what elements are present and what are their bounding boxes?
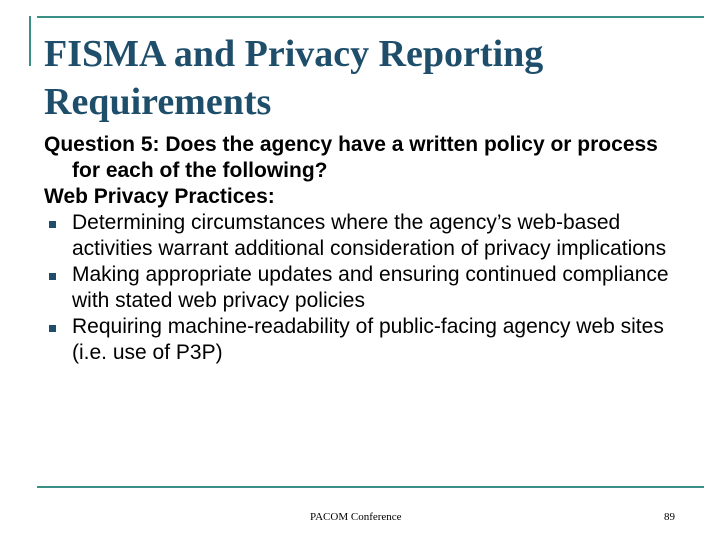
slide-title: FISMA and Privacy Reporting Requirements	[44, 33, 544, 123]
list-item-text: Requiring machine-readability of public-facing agency web sites (i.e. use of P3P)	[72, 315, 664, 364]
list-item	[44, 262, 684, 314]
page-number: 89	[664, 511, 675, 523]
footer-text: PACOM Conference	[310, 511, 402, 523]
subheading: Web Privacy Practices:	[44, 185, 275, 208]
square-bullet-icon	[49, 325, 56, 332]
square-bullet-icon	[49, 221, 56, 228]
list-item-text: Determining circumstances where the agency’s web-based activities warrant additional consideration of privacy implications	[72, 211, 667, 260]
list-item	[44, 210, 684, 262]
list-item-text: Making appropriate updates and ensuring continued compliance with stated web privacy policies	[72, 263, 669, 312]
list-item	[44, 314, 684, 366]
slide-body	[44, 132, 684, 366]
square-bullet-icon	[49, 273, 56, 280]
left-accent-line	[29, 16, 31, 66]
bullet-list	[44, 210, 684, 366]
bottom-divider-line	[37, 486, 704, 488]
top-divider-line	[37, 16, 704, 18]
question-text: Question 5: Does the agency have a written policy or process for each of the following?	[44, 133, 658, 182]
